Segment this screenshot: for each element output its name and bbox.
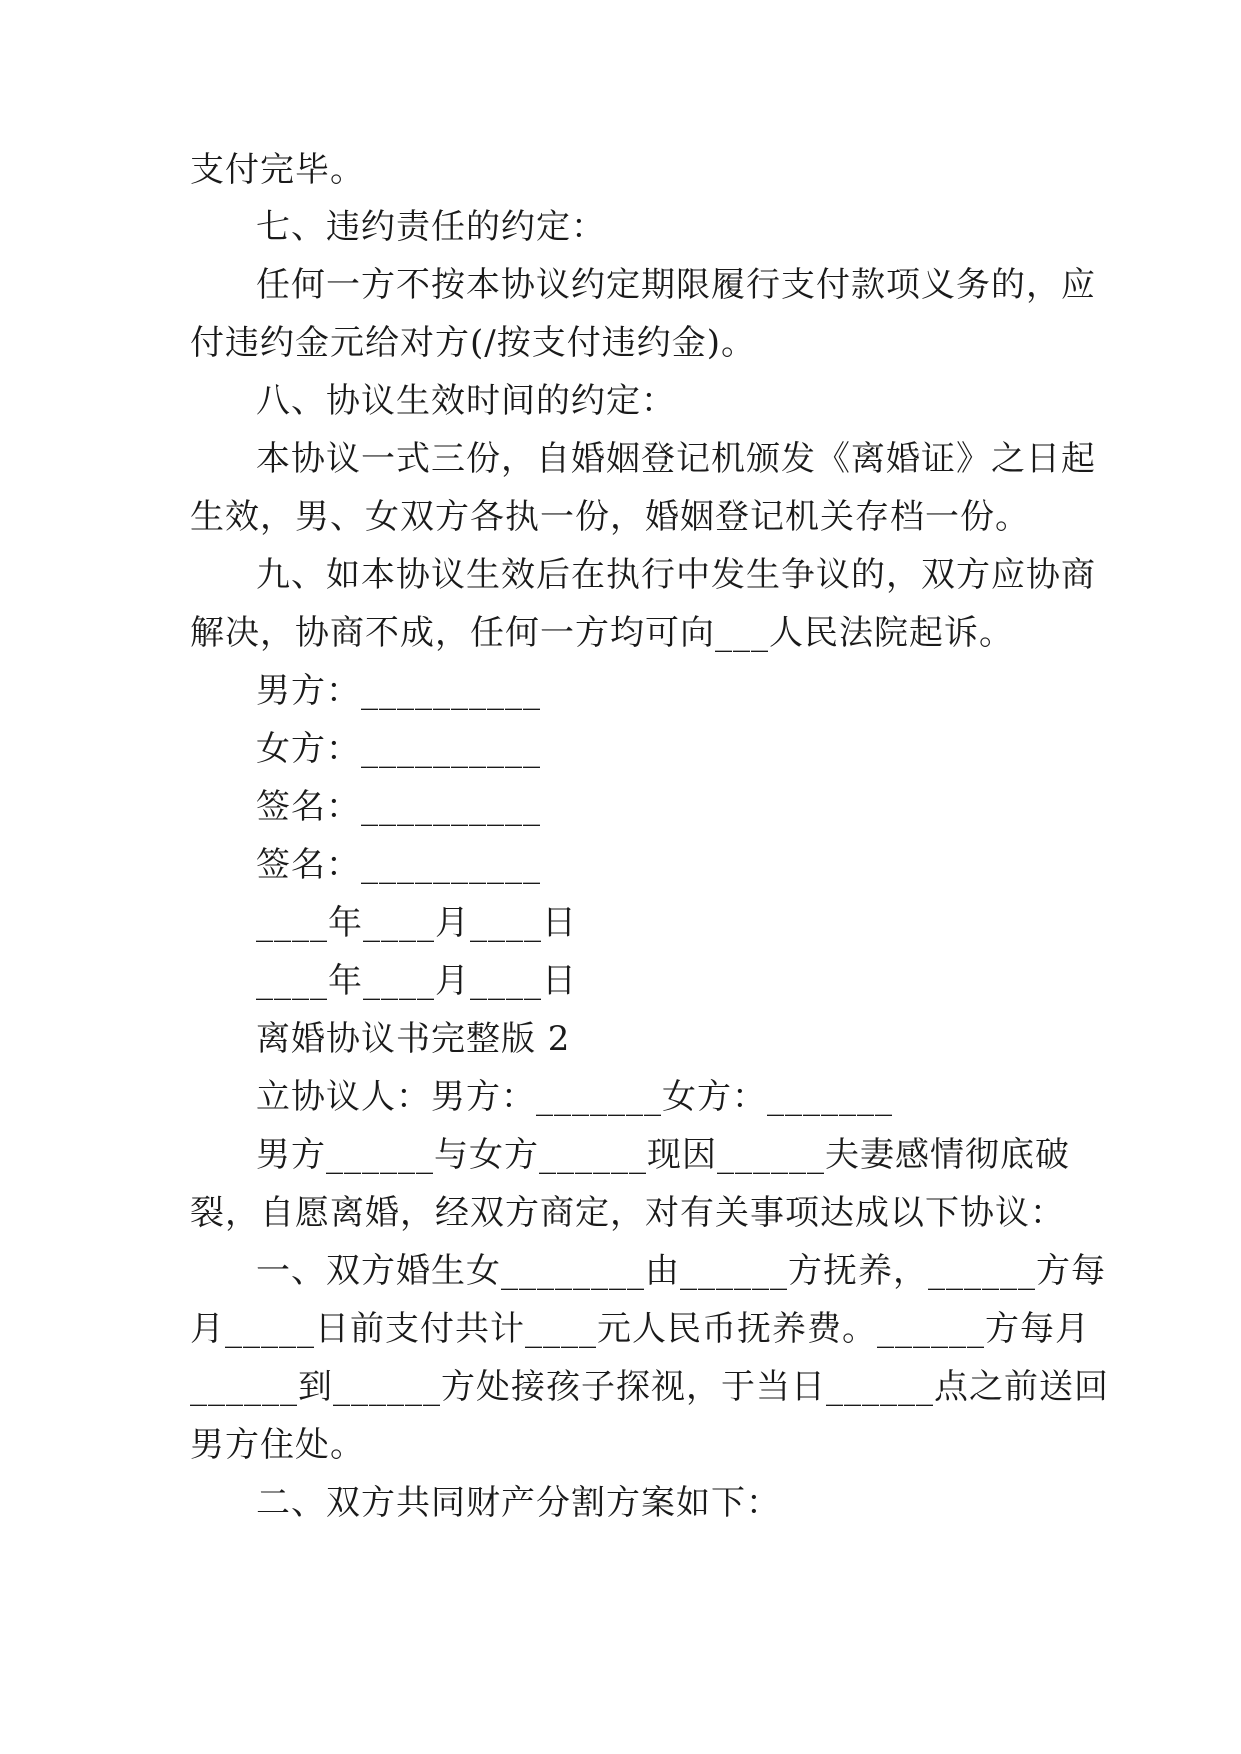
- text-line: 月_____日前支付共计____元人民币抚养费。______方每月: [190, 1309, 1090, 1349]
- text-line: 支付完毕。: [190, 150, 365, 190]
- signature-line: 签名：__________: [256, 787, 541, 827]
- text-line: 本协议一式三份，自婚姻登记机颁发《离婚证》之日起: [256, 439, 1096, 479]
- section-heading: 八、协议生效时间的约定：: [256, 381, 676, 421]
- section-heading: 二、双方共同财产分割方案如下：: [256, 1483, 781, 1523]
- text-line: ______到______方处接孩子探视，于当日______点之前送回: [190, 1367, 1109, 1407]
- text-line: 一、双方婚生女________由______方抚养，______方每: [256, 1251, 1106, 1291]
- text-line: 男方______与女方______现因______夫妻感情彻底破: [256, 1135, 1070, 1175]
- parties-line: 立协议人：男方：_______女方：_______: [256, 1077, 893, 1117]
- text-line: 裂，自愿离婚，经双方商定，对有关事项达成以下协议：: [190, 1193, 1065, 1233]
- text-line: 男方住处。: [190, 1425, 365, 1465]
- text-line: 解决，协商不成，任何一方均可向___人民法院起诉。: [190, 613, 1014, 653]
- text-line: 付违约金元给对方(/按支付违约金)。: [190, 323, 756, 363]
- signature-line-male: 男方：__________: [256, 671, 541, 711]
- text-line: 任何一方不按本协议约定期限履行支付款项义务的，应: [256, 265, 1096, 305]
- date-line: ____年____月____日: [256, 903, 577, 943]
- signature-line: 签名：__________: [256, 845, 541, 885]
- section-heading: 七、违约责任的约定：: [256, 207, 606, 247]
- signature-line-female: 女方：__________: [256, 729, 541, 769]
- document-title: 离婚协议书完整版 2: [256, 1019, 571, 1059]
- text-line: 九、如本协议生效后在执行中发生争议的，双方应协商: [256, 555, 1096, 595]
- date-line: ____年____月____日: [256, 961, 577, 1001]
- text-line: 生效，男、女双方各执一份，婚姻登记机关存档一份。: [190, 497, 1030, 537]
